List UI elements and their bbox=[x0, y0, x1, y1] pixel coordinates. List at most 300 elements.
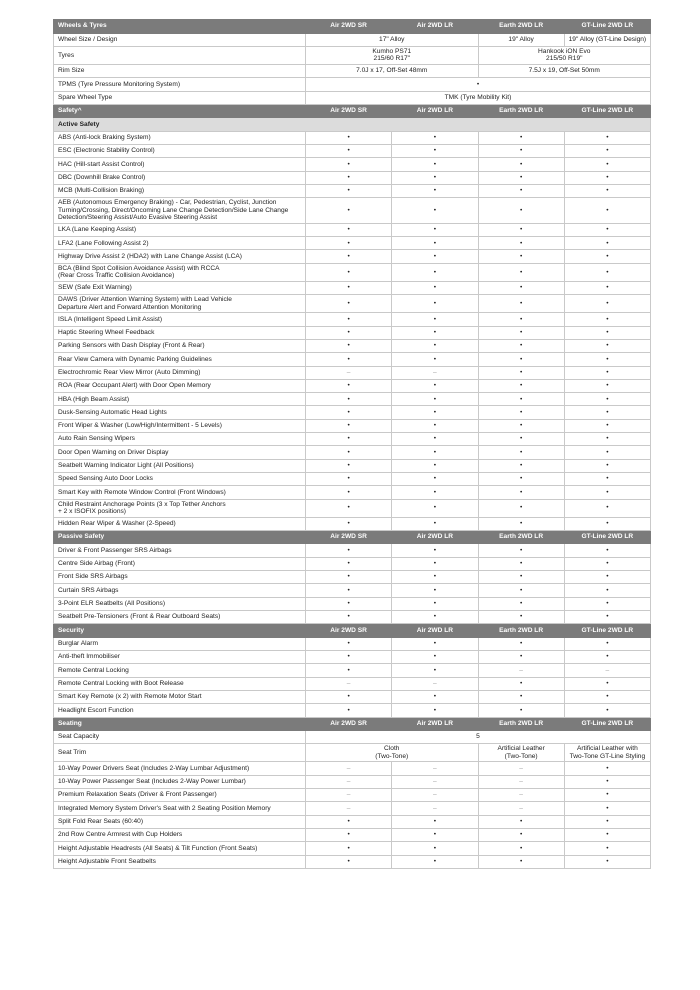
standard-marker: • bbox=[306, 446, 392, 459]
feature-label: 10-Way Power Drivers Seat (Includes 2-Way Lumbar Adjustment) bbox=[54, 762, 306, 775]
standard-marker: • bbox=[306, 263, 392, 281]
standard-marker: • bbox=[478, 637, 564, 650]
spec-row-spare-wheel-type bbox=[54, 91, 651, 104]
standard-marker: • bbox=[392, 828, 478, 841]
standard-marker: • bbox=[306, 419, 392, 432]
spec-row-centre-side-airbag-front bbox=[54, 557, 651, 570]
standard-marker: • bbox=[478, 651, 564, 664]
standard-marker: • bbox=[478, 677, 564, 690]
spec-row-roa-rear-occupant-alert-with-door-open-memory bbox=[54, 379, 651, 392]
standard-marker: • bbox=[564, 855, 650, 868]
section-title: Passive Safety bbox=[54, 530, 306, 544]
standard-marker: • bbox=[564, 517, 650, 530]
feature-label: Anti-theft Immobiliser bbox=[54, 651, 306, 664]
not-available-marker: – bbox=[392, 775, 478, 788]
feature-label: Height Adjustable Headrests (All Seats) & Tilt Function (Front Seats) bbox=[54, 842, 306, 855]
section-header-security bbox=[54, 624, 651, 638]
column-header: Air 2WD SR bbox=[306, 104, 392, 118]
section-title: Wheels & Tyres bbox=[54, 20, 306, 34]
standard-marker: • bbox=[392, 855, 478, 868]
standard-marker: • bbox=[478, 704, 564, 717]
standard-marker: • bbox=[392, 664, 478, 677]
spec-row-highway-drive-assist-2-hda2-with-lane-change-ass bbox=[54, 250, 651, 263]
standard-marker: • bbox=[392, 690, 478, 703]
column-header: Air 2WD LR bbox=[392, 624, 478, 638]
feature-label: Remote Central Locking with Boot Release bbox=[54, 677, 306, 690]
standard-marker: • bbox=[564, 775, 650, 788]
spec-row-isla-intelligent-speed-limit-assist bbox=[54, 313, 651, 326]
spec-row-lfa2-lane-following-assist-2 bbox=[54, 237, 651, 250]
not-available-marker: – bbox=[306, 775, 392, 788]
spec-value: 19" Alloy (GT-Line Design) bbox=[564, 33, 650, 46]
standard-marker: • bbox=[306, 198, 392, 224]
not-available-marker: – bbox=[392, 677, 478, 690]
standard-marker: • bbox=[392, 637, 478, 650]
spec-row-height-adjustable-front-seatbelts bbox=[54, 855, 651, 868]
standard-marker: • bbox=[478, 815, 564, 828]
column-header: Earth 2WD LR bbox=[478, 717, 564, 731]
standard-marker: • bbox=[478, 313, 564, 326]
column-header: Air 2WD SR bbox=[306, 530, 392, 544]
spec-value: 19" Alloy bbox=[478, 33, 564, 46]
standard-marker: • bbox=[306, 393, 392, 406]
standard-marker: • bbox=[564, 339, 650, 352]
standard-marker: • bbox=[478, 557, 564, 570]
standard-marker: • bbox=[478, 353, 564, 366]
spec-row-burglar-alarm bbox=[54, 637, 651, 650]
feature-label: Front Side SRS Airbags bbox=[54, 571, 306, 584]
standard-marker: • bbox=[478, 281, 564, 294]
column-header: Air 2WD LR bbox=[392, 530, 478, 544]
spec-value: 7.0J x 17, Off-Set 48mm bbox=[306, 64, 479, 77]
standard-marker: • bbox=[306, 158, 392, 171]
standard-marker: • bbox=[392, 326, 478, 339]
column-header: GT-Line 2WD LR bbox=[564, 624, 650, 638]
feature-label: Auto Rain Sensing Wipers bbox=[54, 433, 306, 446]
standard-marker: • bbox=[564, 446, 650, 459]
feature-label: Headlight Escort Function bbox=[54, 704, 306, 717]
standard-marker: • bbox=[392, 486, 478, 499]
standard-marker: • bbox=[306, 313, 392, 326]
standard-marker: • bbox=[306, 406, 392, 419]
not-available-marker: – bbox=[306, 802, 392, 815]
not-available-marker: – bbox=[564, 664, 650, 677]
not-available-marker: – bbox=[478, 802, 564, 815]
standard-marker: • bbox=[306, 637, 392, 650]
standard-marker: • bbox=[564, 637, 650, 650]
feature-label: HBA (High Beam Assist) bbox=[54, 393, 306, 406]
standard-marker: • bbox=[306, 842, 392, 855]
standard-marker: • bbox=[392, 544, 478, 557]
standard-marker: • bbox=[564, 393, 650, 406]
spec-row-height-adjustable-headrests-all-seats-tilt-funct bbox=[54, 842, 651, 855]
standard-marker: • bbox=[392, 433, 478, 446]
spec-row-lka-lane-keeping-assist bbox=[54, 223, 651, 236]
standard-marker: • bbox=[392, 557, 478, 570]
standard-marker: • bbox=[306, 690, 392, 703]
feature-label: Tyres bbox=[54, 46, 306, 64]
standard-marker: • bbox=[478, 517, 564, 530]
spec-row-front-side-srs-airbags bbox=[54, 571, 651, 584]
feature-label: Remote Central Locking bbox=[54, 664, 306, 677]
standard-marker: • bbox=[392, 198, 478, 224]
column-header: Earth 2WD LR bbox=[478, 20, 564, 34]
spec-row-dusk-sensing-automatic-head-lights bbox=[54, 406, 651, 419]
standard-marker: • bbox=[478, 158, 564, 171]
feature-label: MCB (Multi-Collision Braking) bbox=[54, 184, 306, 197]
standard-marker: • bbox=[478, 842, 564, 855]
column-header: GT-Line 2WD LR bbox=[564, 530, 650, 544]
standard-marker: • bbox=[306, 544, 392, 557]
standard-marker: • bbox=[392, 597, 478, 610]
standard-marker: • bbox=[478, 419, 564, 432]
not-available-marker: – bbox=[478, 775, 564, 788]
not-available-marker: – bbox=[478, 762, 564, 775]
standard-marker: • bbox=[306, 353, 392, 366]
standard-marker: • bbox=[392, 223, 478, 236]
standard-marker: • bbox=[392, 184, 478, 197]
standard-marker: • bbox=[392, 419, 478, 432]
feature-label: Smart Key Remote (x 2) with Remote Motor Start bbox=[54, 690, 306, 703]
standard-marker: • bbox=[478, 690, 564, 703]
column-header: GT-Line 2WD LR bbox=[564, 104, 650, 118]
feature-label: Dusk-Sensing Automatic Head Lights bbox=[54, 406, 306, 419]
standard-marker: • bbox=[478, 223, 564, 236]
spec-row-dbc-downhill-brake-control bbox=[54, 171, 651, 184]
feature-label: Haptic Steering Wheel Feedback bbox=[54, 326, 306, 339]
standard-marker: • bbox=[478, 250, 564, 263]
spec-row-2nd-row-centre-armrest-with-cup-holders bbox=[54, 828, 651, 841]
spec-row-headlight-escort-function bbox=[54, 704, 651, 717]
spec-row-daws-driver-attention-warning-system-with-lead-v bbox=[54, 295, 651, 313]
standard-marker: • bbox=[478, 131, 564, 144]
standard-marker: • bbox=[564, 379, 650, 392]
spec-row-driver-front-passenger-srs-airbags bbox=[54, 544, 651, 557]
column-header: Earth 2WD LR bbox=[478, 530, 564, 544]
feature-label: LFA2 (Lane Following Assist 2) bbox=[54, 237, 306, 250]
standard-marker: • bbox=[306, 828, 392, 841]
standard-marker: • bbox=[306, 281, 392, 294]
feature-label: DBC (Downhill Brake Control) bbox=[54, 171, 306, 184]
standard-marker: • bbox=[306, 184, 392, 197]
standard-marker: • bbox=[478, 237, 564, 250]
standard-marker: • bbox=[564, 144, 650, 157]
standard-marker: • bbox=[306, 326, 392, 339]
standard-marker: • bbox=[392, 651, 478, 664]
standard-marker: • bbox=[478, 610, 564, 623]
standard-marker: • bbox=[478, 366, 564, 379]
spec-row-seatbelt-pre-tensioners-front-rear-outboard-seat bbox=[54, 610, 651, 623]
feature-label: Premium Relaxation Seats (Driver & Front Passenger) bbox=[54, 789, 306, 802]
standard-marker: • bbox=[392, 499, 478, 517]
standard-marker: • bbox=[564, 789, 650, 802]
feature-label: SEW (Safe Exit Warning) bbox=[54, 281, 306, 294]
section-header-passive-safety bbox=[54, 530, 651, 544]
standard-marker: • bbox=[306, 237, 392, 250]
spec-value: Artificial Leather (Two-Tone) bbox=[478, 744, 564, 762]
not-available-marker: – bbox=[306, 789, 392, 802]
not-available-marker: – bbox=[306, 762, 392, 775]
feature-label: ESC (Electronic Stability Control) bbox=[54, 144, 306, 157]
column-header: Air 2WD SR bbox=[306, 717, 392, 731]
standard-marker: • bbox=[564, 237, 650, 250]
standard-marker: • bbox=[564, 571, 650, 584]
spec-row-front-wiper-washer-low-high-intermittent-5-level bbox=[54, 419, 651, 432]
feature-label: Front Wiper & Washer (Low/High/Intermittent - 5 Levels) bbox=[54, 419, 306, 432]
feature-label: 2nd Row Centre Armrest with Cup Holders bbox=[54, 828, 306, 841]
standard-marker: • bbox=[564, 184, 650, 197]
spec-row-haptic-steering-wheel-feedback bbox=[54, 326, 651, 339]
standard-marker: • bbox=[564, 223, 650, 236]
standard-marker: • bbox=[306, 815, 392, 828]
section-title: Security bbox=[54, 624, 306, 638]
standard-marker: • bbox=[564, 472, 650, 485]
spec-row-seat-capacity bbox=[54, 731, 651, 744]
standard-marker: • bbox=[564, 762, 650, 775]
standard-marker: • bbox=[478, 459, 564, 472]
standard-marker: • bbox=[392, 281, 478, 294]
spec-row-10-way-power-passenger-seat-includes-2-way-power bbox=[54, 775, 651, 788]
spec-row-speed-sensing-auto-door-locks bbox=[54, 472, 651, 485]
section-title: Safety^ bbox=[54, 104, 306, 118]
column-header: Air 2WD LR bbox=[392, 20, 478, 34]
standard-marker: • bbox=[564, 171, 650, 184]
standard-marker: • bbox=[306, 472, 392, 485]
feature-label: Hidden Rear Wiper & Washer (2-Speed) bbox=[54, 517, 306, 530]
column-header: GT-Line 2WD LR bbox=[564, 20, 650, 34]
standard-marker: • bbox=[564, 158, 650, 171]
standard-marker: • bbox=[564, 815, 650, 828]
standard-marker: • bbox=[392, 263, 478, 281]
feature-label: 3-Point ELR Seatbelts (All Positions) bbox=[54, 597, 306, 610]
spec-row-premium-relaxation-seats-driver-front-passenger bbox=[54, 789, 651, 802]
section-title: Seating bbox=[54, 717, 306, 731]
standard-marker: • bbox=[306, 597, 392, 610]
spec-value: Cloth (Two-Tone) bbox=[306, 744, 479, 762]
standard-marker: • bbox=[564, 690, 650, 703]
spec-row-parking-sensors-with-dash-display-front-rear bbox=[54, 339, 651, 352]
standard-marker: • bbox=[478, 597, 564, 610]
standard-marker: • bbox=[478, 828, 564, 841]
feature-label: Wheel Size / Design bbox=[54, 33, 306, 46]
standard-marker: • bbox=[564, 353, 650, 366]
feature-label: Seatbelt Pre-Tensioners (Front & Rear Outboard Seats) bbox=[54, 610, 306, 623]
feature-label: Height Adjustable Front Seatbelts bbox=[54, 855, 306, 868]
spec-value: 17" Alloy bbox=[306, 33, 479, 46]
standard-marker: • bbox=[564, 326, 650, 339]
spec-value: Artificial Leather with Two-Tone GT-Line Styling bbox=[564, 744, 650, 762]
feature-label: Seatbelt Warning Indicator Light (All Positions) bbox=[54, 459, 306, 472]
section-header-seating bbox=[54, 717, 651, 731]
feature-label: HAC (Hill-start Assist Control) bbox=[54, 158, 306, 171]
spec-row-tyres bbox=[54, 46, 651, 64]
standard-marker: • bbox=[564, 459, 650, 472]
spec-row-tpms-tyre-pressure-monitoring-system bbox=[54, 78, 651, 91]
spec-row-mcb-multi-collision-braking bbox=[54, 184, 651, 197]
standard-marker: • bbox=[564, 433, 650, 446]
standard-marker: • bbox=[306, 131, 392, 144]
standard-marker: • bbox=[392, 406, 478, 419]
spec-row-auto-rain-sensing-wipers bbox=[54, 433, 651, 446]
standard-marker: • bbox=[478, 472, 564, 485]
spec-row-seat-trim bbox=[54, 744, 651, 762]
column-header: Air 2WD LR bbox=[392, 717, 478, 731]
standard-marker: • bbox=[478, 571, 564, 584]
feature-label: Rim Size bbox=[54, 64, 306, 77]
standard-marker: • bbox=[392, 353, 478, 366]
not-available-marker: – bbox=[392, 762, 478, 775]
standard-marker: • bbox=[478, 326, 564, 339]
standard-marker: • bbox=[392, 472, 478, 485]
spec-row-split-fold-rear-seats-60-40 bbox=[54, 815, 651, 828]
standard-marker: • bbox=[392, 842, 478, 855]
standard-marker: • bbox=[306, 571, 392, 584]
feature-label: TPMS (Tyre Pressure Monitoring System) bbox=[54, 78, 306, 91]
spec-row-rim-size bbox=[54, 64, 651, 77]
standard-marker: • bbox=[564, 313, 650, 326]
subheading-row bbox=[54, 118, 651, 131]
standard-marker: • bbox=[564, 406, 650, 419]
spec-row-door-open-warning-on-driver-display bbox=[54, 446, 651, 459]
standard-marker: • bbox=[392, 250, 478, 263]
standard-marker: • bbox=[564, 281, 650, 294]
standard-marker: • bbox=[478, 544, 564, 557]
feature-label: Parking Sensors with Dash Display (Front & Rear) bbox=[54, 339, 306, 352]
feature-label: Burglar Alarm bbox=[54, 637, 306, 650]
spec-table bbox=[53, 19, 651, 869]
section-header-safety bbox=[54, 104, 651, 118]
standard-marker: • bbox=[478, 295, 564, 313]
spec-row-wheel-size-design bbox=[54, 33, 651, 46]
standard-marker: • bbox=[392, 610, 478, 623]
standard-marker: • bbox=[478, 584, 564, 597]
spec-row-hba-high-beam-assist bbox=[54, 393, 651, 406]
spec-row-integrated-memory-system-driver-s-seat-with-2-se bbox=[54, 802, 651, 815]
standard-marker: • bbox=[392, 237, 478, 250]
standard-marker: • bbox=[392, 571, 478, 584]
standard-marker: • bbox=[564, 499, 650, 517]
feature-label: Rear View Camera with Dynamic Parking Guidelines bbox=[54, 353, 306, 366]
standard-marker: • bbox=[306, 433, 392, 446]
subheading-label: Active Safety bbox=[54, 118, 651, 131]
feature-label: ABS (Anti-lock Braking System) bbox=[54, 131, 306, 144]
spec-row-electrochromic-rear-view-mirror-auto-dimming bbox=[54, 366, 651, 379]
standard-marker: • bbox=[564, 486, 650, 499]
feature-label: Speed Sensing Auto Door Locks bbox=[54, 472, 306, 485]
standard-marker: • bbox=[478, 263, 564, 281]
standard-marker: • bbox=[564, 610, 650, 623]
standard-marker: • bbox=[478, 184, 564, 197]
standard-marker: • bbox=[392, 158, 478, 171]
standard-marker: • bbox=[478, 433, 564, 446]
column-header: Air 2WD LR bbox=[392, 104, 478, 118]
standard-marker: • bbox=[564, 419, 650, 432]
spec-row-10-way-power-drivers-seat-includes-2-way-lumbar- bbox=[54, 762, 651, 775]
standard-marker: • bbox=[564, 544, 650, 557]
feature-label: 10-Way Power Passenger Seat (Includes 2-Way Power Lumbar) bbox=[54, 775, 306, 788]
feature-label: Smart Key with Remote Window Control (Front Windows) bbox=[54, 486, 306, 499]
standard-marker: • bbox=[564, 131, 650, 144]
spec-row-smart-key-with-remote-window-control-front-windo bbox=[54, 486, 651, 499]
standard-marker: • bbox=[392, 704, 478, 717]
standard-marker: • bbox=[306, 295, 392, 313]
standard-marker: • bbox=[306, 339, 392, 352]
feature-label: DAWS (Driver Attention Warning System) with Lead Vehicle Departure Alert and Forward Attention Monitoring bbox=[54, 295, 306, 313]
feature-label: Spare Wheel Type bbox=[54, 91, 306, 104]
column-header: Earth 2WD LR bbox=[478, 624, 564, 638]
standard-marker: • bbox=[306, 379, 392, 392]
not-available-marker: – bbox=[478, 789, 564, 802]
standard-marker: • bbox=[478, 446, 564, 459]
spec-value: • bbox=[306, 78, 651, 91]
standard-marker: • bbox=[564, 802, 650, 815]
spec-row-abs-anti-lock-braking-system bbox=[54, 131, 651, 144]
spec-row-hac-hill-start-assist-control bbox=[54, 158, 651, 171]
standard-marker: • bbox=[564, 651, 650, 664]
not-available-marker: – bbox=[392, 789, 478, 802]
feature-label: ISLA (Intelligent Speed Limit Assist) bbox=[54, 313, 306, 326]
standard-marker: • bbox=[306, 486, 392, 499]
feature-label: BCA (Blind Spot Collision Avoidance Assist) with RCCA (Rear Cross Traffic Collision Avoidance) bbox=[54, 263, 306, 281]
standard-marker: • bbox=[564, 295, 650, 313]
feature-label: Curtain SRS Airbags bbox=[54, 584, 306, 597]
spec-row-hidden-rear-wiper-washer-2-speed bbox=[54, 517, 651, 530]
standard-marker: • bbox=[306, 664, 392, 677]
feature-label: Child Restraint Anchorage Points (3 x Top Tether Anchors + 2 x ISOFIX positions) bbox=[54, 499, 306, 517]
standard-marker: • bbox=[392, 295, 478, 313]
standard-marker: • bbox=[478, 393, 564, 406]
standard-marker: • bbox=[306, 499, 392, 517]
standard-marker: • bbox=[306, 855, 392, 868]
standard-marker: • bbox=[478, 144, 564, 157]
standard-marker: • bbox=[564, 704, 650, 717]
section-header-wheels-tyres bbox=[54, 20, 651, 34]
standard-marker: • bbox=[306, 171, 392, 184]
standard-marker: • bbox=[564, 263, 650, 281]
feature-label: ROA (Rear Occupant Alert) with Door Open Memory bbox=[54, 379, 306, 392]
standard-marker: • bbox=[564, 597, 650, 610]
feature-label: Split Fold Rear Seats (60:40) bbox=[54, 815, 306, 828]
spec-value: TMK (Tyre Mobility Kit) bbox=[306, 91, 651, 104]
spec-value: 7.5J x 19, Off-Set 50mm bbox=[478, 64, 651, 77]
feature-label: Electrochromic Rear View Mirror (Auto Dimming) bbox=[54, 366, 306, 379]
feature-label: Seat Trim bbox=[54, 744, 306, 762]
spec-row-sew-safe-exit-warning bbox=[54, 281, 651, 294]
spec-row-bca-blind-spot-collision-avoidance-assist-with-r bbox=[54, 263, 651, 281]
standard-marker: • bbox=[478, 499, 564, 517]
standard-marker: • bbox=[392, 313, 478, 326]
not-available-marker: – bbox=[392, 802, 478, 815]
standard-marker: • bbox=[392, 446, 478, 459]
not-available-marker: – bbox=[306, 677, 392, 690]
standard-marker: • bbox=[392, 339, 478, 352]
standard-marker: • bbox=[564, 557, 650, 570]
standard-marker: • bbox=[564, 677, 650, 690]
feature-label: Door Open Warning on Driver Display bbox=[54, 446, 306, 459]
column-header: Earth 2WD LR bbox=[478, 104, 564, 118]
feature-label: Centre Side Airbag (Front) bbox=[54, 557, 306, 570]
standard-marker: • bbox=[306, 250, 392, 263]
standard-marker: • bbox=[478, 855, 564, 868]
standard-marker: • bbox=[392, 131, 478, 144]
feature-label: Seat Capacity bbox=[54, 731, 306, 744]
spec-row-seatbelt-warning-indicator-light-all-positions bbox=[54, 459, 651, 472]
standard-marker: • bbox=[392, 144, 478, 157]
standard-marker: • bbox=[306, 610, 392, 623]
standard-marker: • bbox=[306, 704, 392, 717]
standard-marker: • bbox=[392, 584, 478, 597]
feature-label: Driver & Front Passenger SRS Airbags bbox=[54, 544, 306, 557]
